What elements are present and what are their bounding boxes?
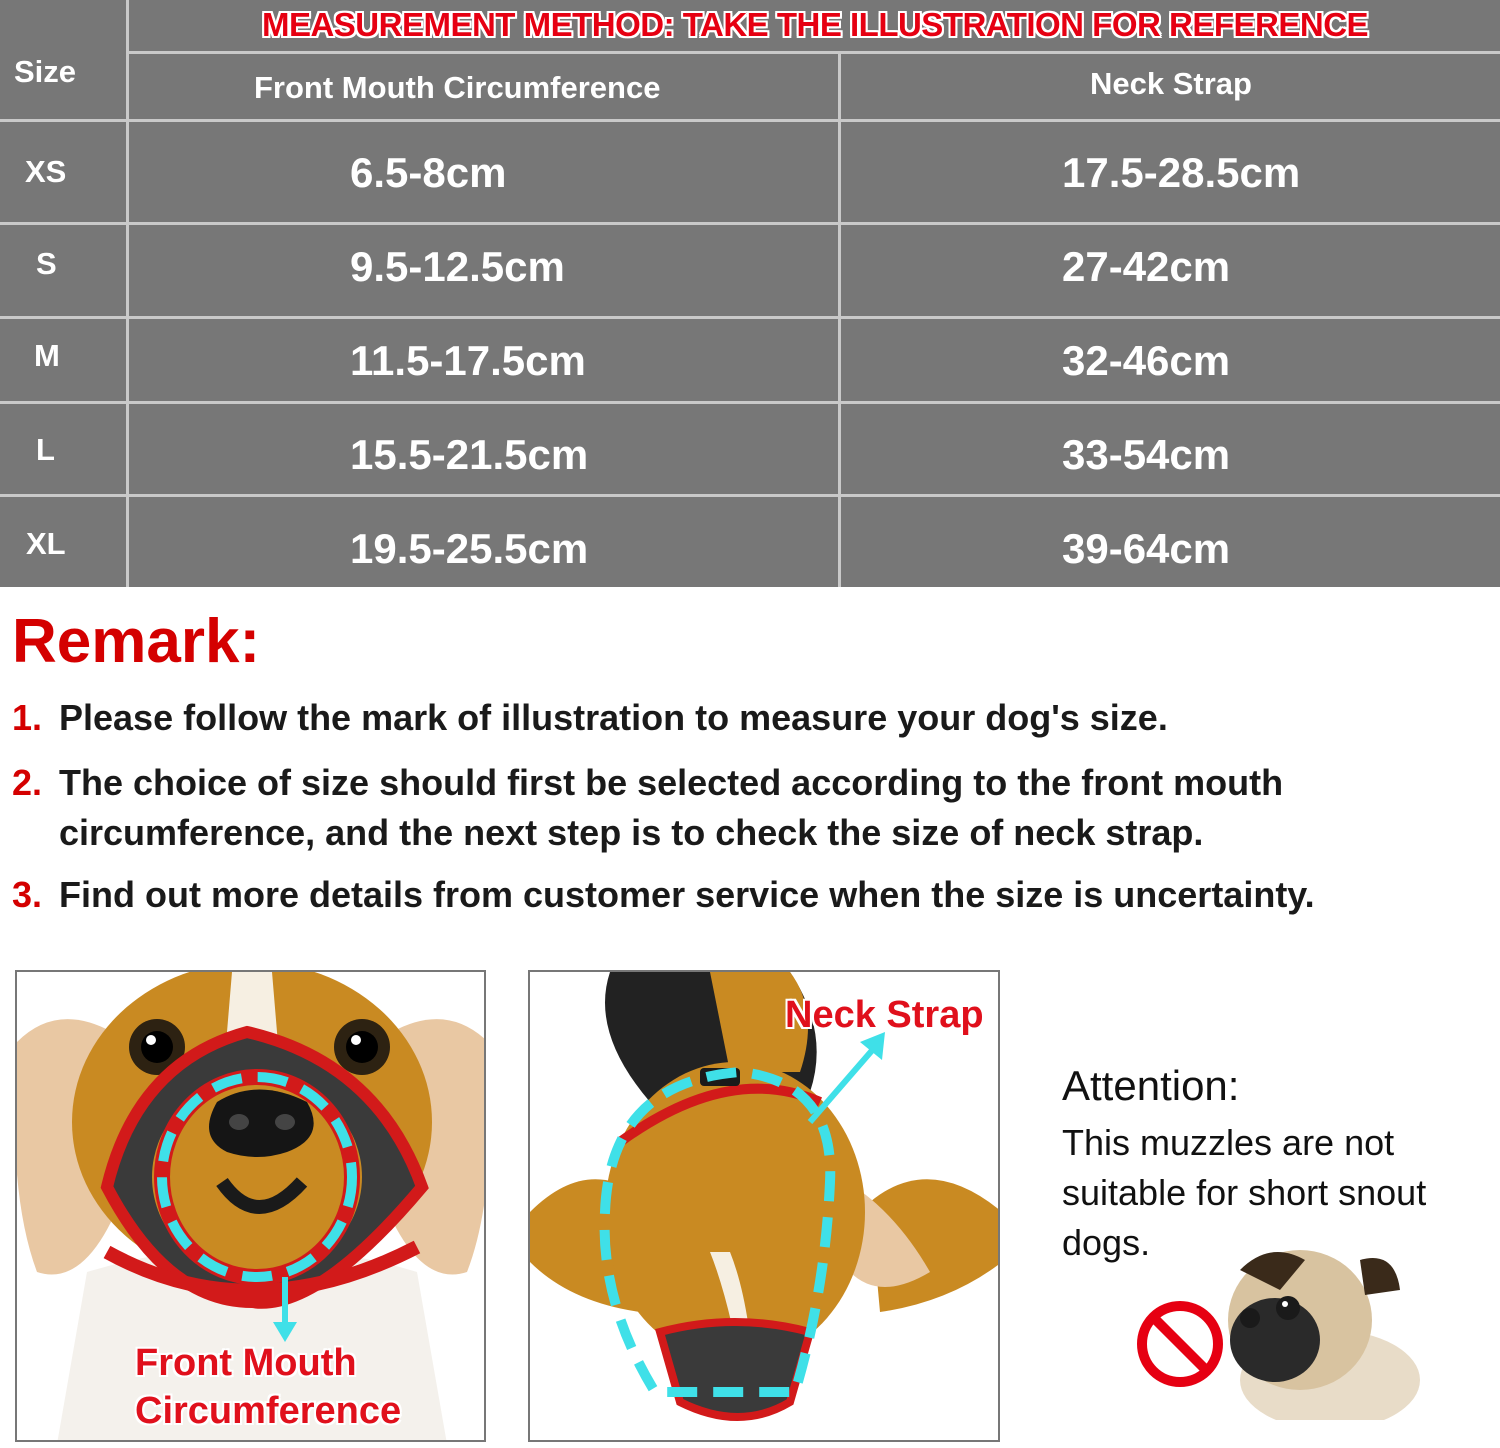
- size-cell: M: [34, 338, 60, 373]
- grid-line: [0, 222, 1500, 225]
- front-mouth-cell: 6.5-8cm: [350, 149, 507, 196]
- remark-title: Remark:: [12, 607, 261, 676]
- neck-strap-cell: 33-54cm: [1062, 431, 1231, 478]
- pug-image: [1130, 1240, 1430, 1420]
- remark-text: Please follow the mark of illustration to measure your dog's size.: [59, 697, 1168, 738]
- measurement-method-title: MEASUREMENT METHOD: TAKE THE ILLUSTRATION FOR REFERENCE: [261, 6, 1369, 43]
- size-cell: S: [36, 246, 57, 281]
- grid-line: [838, 52, 841, 587]
- remark-number: 2.: [12, 762, 43, 803]
- size-cell: XS: [25, 154, 67, 189]
- front-mouth-label: Front Mouth: [135, 1342, 357, 1384]
- front-mouth-illustration: [15, 970, 486, 1442]
- remark-number: 3.: [12, 874, 43, 915]
- neck-strap-cell: 39-64cm: [1062, 525, 1231, 572]
- remark-item: [12, 693, 1492, 743]
- remark-item: [12, 870, 1492, 920]
- neck-strap-cell: 27-42cm: [1062, 243, 1231, 290]
- no-entry-icon: [1142, 1306, 1218, 1382]
- grid-line: [129, 51, 1500, 54]
- front-mouth-cell: 19.5-25.5cm: [350, 525, 589, 572]
- front-mouth-header: Front Mouth Circumference: [254, 70, 661, 105]
- remark-item: [12, 758, 1492, 858]
- front-mouth-cell: 15.5-21.5cm: [350, 431, 589, 478]
- size-cell: L: [36, 432, 55, 467]
- grid-line: [0, 119, 1500, 122]
- neck-strap-header: Neck Strap: [1090, 66, 1252, 101]
- grid-line: [126, 0, 129, 587]
- grid-line: [0, 494, 1500, 497]
- front-mouth-label: Circumference: [135, 1390, 402, 1432]
- front-mouth-cell: 9.5-12.5cm: [350, 243, 565, 290]
- remark-number: 1.: [12, 697, 43, 738]
- grid-line: [0, 316, 1500, 319]
- attention-text: This muzzles are not suitable for short snout dogs.: [1062, 1122, 1427, 1263]
- neck-strap-label: Neck Strap: [785, 994, 984, 1036]
- remark-text: The choice of size should first be selected according to the front mouth circumference, and the next step is to check the size of neck strap.: [59, 762, 1284, 853]
- top-dog-image: [530, 972, 1000, 1442]
- size-cell: XL: [26, 526, 66, 561]
- attention-title: Attention:: [1062, 1062, 1240, 1109]
- front-mouth-cell: 11.5-17.5cm: [350, 337, 586, 384]
- remark-text: Find out more details from customer service when the size is uncertainty.: [59, 874, 1315, 915]
- neck-strap-cell: 32-46cm: [1062, 337, 1231, 384]
- neck-strap-cell: 17.5-28.5cm: [1062, 149, 1301, 196]
- grid-line: [0, 401, 1500, 404]
- size-header: Size: [14, 54, 77, 89]
- neck-strap-illustration: [528, 970, 1000, 1442]
- size-chart-table: [0, 0, 1500, 587]
